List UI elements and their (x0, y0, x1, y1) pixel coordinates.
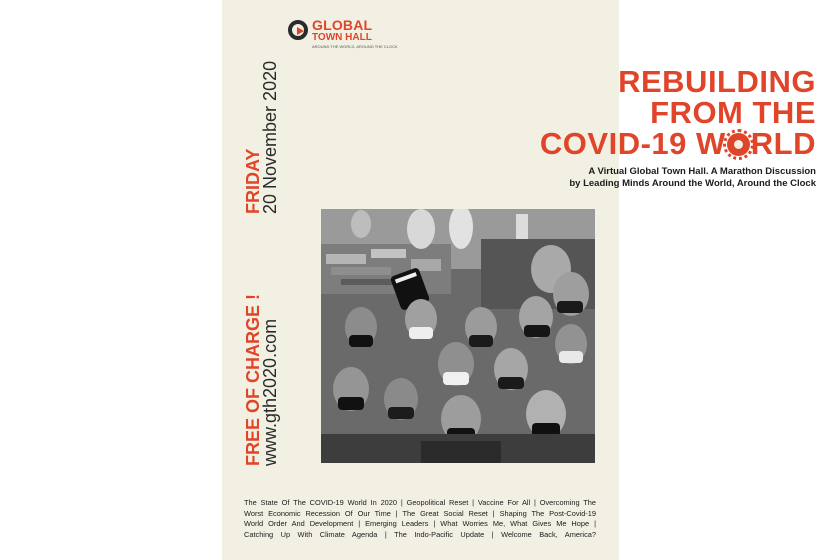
title-line-2: FROM THE (650, 95, 816, 130)
topics-line-4: Catching Up With Climate Agenda | The Indo-Pacific Update | Welcome Back, America? (244, 529, 596, 539)
topics-list (244, 498, 596, 540)
logo-line-2: TOWN HALL (312, 32, 372, 43)
price-label: FREE OF CHARGE ! (243, 293, 263, 466)
coronavirus-icon (727, 133, 750, 156)
title-line-3 (540, 128, 816, 159)
play-circle-icon (288, 20, 308, 40)
collage-photo (321, 209, 595, 463)
topics-line-3: World Order And Development | Emerging Leaders | What Worries Me, What Gives Me Hope | (244, 519, 596, 528)
website-link[interactable]: www.gth2020.com (260, 318, 280, 466)
event-date: 20 November 2020 (260, 60, 280, 214)
title-line-3-start: COVID-19 W (539, 126, 726, 161)
topics-line-2: Worst Economic Recession Of Our Time | The Great Social Reset | Shaping The Post-Covid-19 (244, 508, 596, 518)
title-line-3-end: RLD (750, 126, 816, 161)
event-day: FRIDAY (243, 148, 263, 214)
subtitle-line-1: A Virtual Global Town Hall. A Marathon Discussion (588, 166, 816, 177)
topics-line-1: The State Of The COVID-19 World In 2020 | Geopolitical Reset | Vaccine For All | Overcoming The (244, 498, 596, 507)
poster-title (540, 66, 816, 159)
global-town-hall-logo[interactable] (288, 17, 398, 51)
logo-line-1: GLOBAL (312, 17, 373, 33)
subtitle-line-2: by Leading Minds Around the World, Around the Clock (569, 178, 816, 189)
logo-tagline: AROUND THE WORLD, AROUND THE CLOCK (312, 44, 398, 49)
poster-subtitle (569, 166, 816, 190)
title-line-1: REBUILDING (618, 64, 816, 99)
